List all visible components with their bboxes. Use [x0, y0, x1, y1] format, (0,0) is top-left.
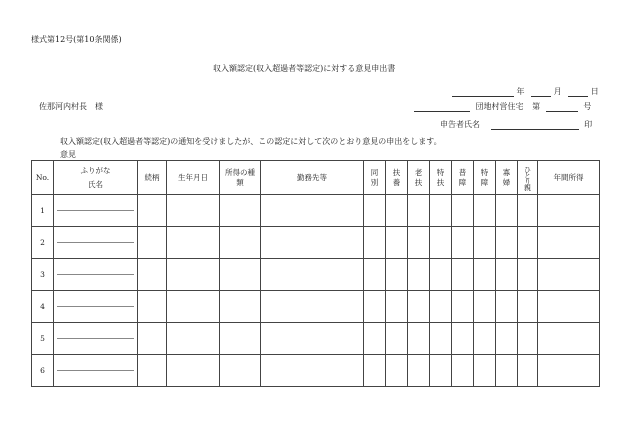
table-row — [32, 291, 600, 323]
table-row — [32, 227, 600, 259]
elderly-cell[interactable] — [408, 323, 430, 355]
dependent-cell[interactable] — [386, 227, 408, 259]
single-parent-cell[interactable] — [518, 291, 538, 323]
disabled-cell[interactable] — [452, 355, 474, 387]
date-line — [452, 86, 599, 97]
dependent-cell[interactable] — [386, 259, 408, 291]
month-field[interactable] — [531, 87, 551, 97]
income-type-cell[interactable] — [220, 259, 261, 291]
dependent-cell[interactable] — [386, 195, 408, 227]
table-row — [32, 355, 600, 387]
header-no: No. — [32, 161, 54, 195]
name-cell[interactable] — [54, 355, 138, 387]
name-cell[interactable] — [54, 259, 138, 291]
row-number: 1 — [32, 195, 54, 227]
opinion-label: 意見 — [60, 150, 76, 159]
birthdate-cell[interactable] — [167, 291, 220, 323]
special-dependent-cell[interactable] — [430, 291, 452, 323]
annual-income-cell[interactable] — [538, 259, 600, 291]
workplace-cell[interactable] — [261, 323, 364, 355]
special-dependent-cell[interactable] — [430, 355, 452, 387]
row-number: 3 — [32, 259, 54, 291]
income-type-cell[interactable] — [220, 355, 261, 387]
name-cell[interactable] — [54, 195, 138, 227]
applicant-label: 申告者氏名 — [440, 120, 480, 129]
day-field[interactable] — [568, 87, 588, 97]
income-type-cell[interactable] — [220, 227, 261, 259]
header-annual-income: 年間所得 — [538, 161, 600, 195]
disabled-cell[interactable] — [452, 259, 474, 291]
annual-income-cell[interactable] — [538, 291, 600, 323]
row-number: 2 — [32, 227, 54, 259]
dependent-cell[interactable] — [386, 323, 408, 355]
annual-income-cell[interactable] — [538, 355, 600, 387]
widow-cell[interactable] — [496, 195, 518, 227]
name-cell[interactable] — [54, 227, 138, 259]
elderly-cell[interactable] — [408, 227, 430, 259]
annual-income-cell[interactable] — [538, 195, 600, 227]
applicant-name-field[interactable] — [491, 120, 579, 130]
header-income-type: 所得の種類 — [220, 161, 261, 195]
relationship-cell[interactable] — [138, 195, 167, 227]
dependent-cell[interactable] — [386, 291, 408, 323]
furigana-field[interactable] — [57, 227, 134, 243]
cohabit-cell[interactable] — [364, 323, 386, 355]
disabled-cell[interactable] — [452, 195, 474, 227]
birthdate-cell[interactable] — [167, 259, 220, 291]
name-field[interactable] — [54, 339, 137, 354]
disabled-cell[interactable] — [452, 323, 474, 355]
special-disabled-cell[interactable] — [474, 195, 496, 227]
workplace-cell[interactable] — [261, 195, 364, 227]
furigana-field[interactable] — [57, 259, 134, 275]
header-name-label: 氏名 — [88, 179, 103, 189]
header-special-disabled: 特障 — [474, 161, 496, 195]
table-row — [32, 323, 600, 355]
furigana-field[interactable] — [57, 291, 134, 307]
header-elderly: 老扶 — [408, 161, 430, 195]
relationship-cell[interactable] — [138, 291, 167, 323]
housing-number-suffix: 号 — [583, 102, 592, 111]
header-name — [54, 161, 138, 195]
row-number: 6 — [32, 355, 54, 387]
single-parent-cell[interactable] — [518, 259, 538, 291]
special-disabled-cell[interactable] — [474, 291, 496, 323]
housing-line — [414, 101, 591, 112]
relationship-cell[interactable] — [138, 355, 167, 387]
housing-label: 団地村営住宅 — [475, 102, 524, 111]
header-single-parent: ひとり親 — [518, 161, 538, 195]
month-label: 月 — [553, 87, 562, 96]
document-title: 収入額認定(収入超過者等認定)に対する意見申出書 — [213, 64, 396, 73]
furigana-field[interactable] — [57, 323, 134, 339]
income-type-cell[interactable] — [220, 195, 261, 227]
table-row — [32, 259, 600, 291]
income-type-cell[interactable] — [220, 323, 261, 355]
workplace-cell[interactable] — [261, 259, 364, 291]
header-relationship: 続柄 — [138, 161, 167, 195]
housing-number-field[interactable] — [546, 102, 578, 112]
special-dependent-cell[interactable] — [430, 195, 452, 227]
disabled-cell[interactable] — [452, 291, 474, 323]
header-birthdate: 生年月日 — [167, 161, 220, 195]
single-parent-cell[interactable] — [518, 323, 538, 355]
furigana-field[interactable] — [57, 355, 134, 371]
cohabit-cell[interactable] — [364, 355, 386, 387]
form-number: 様式第12号(第10条関係) — [31, 35, 122, 44]
relationship-cell[interactable] — [138, 227, 167, 259]
annual-income-cell[interactable] — [538, 227, 600, 259]
cohabit-cell[interactable] — [364, 259, 386, 291]
elderly-cell[interactable] — [408, 291, 430, 323]
header-special-dependent: 特扶 — [430, 161, 452, 195]
name-cell[interactable] — [54, 323, 138, 355]
name-cell[interactable] — [54, 291, 138, 323]
elderly-cell[interactable] — [408, 355, 430, 387]
name-field[interactable] — [54, 371, 137, 386]
year-field[interactable] — [452, 87, 514, 97]
relationship-cell[interactable] — [138, 323, 167, 355]
name-field[interactable] — [54, 307, 137, 322]
header-widow: 寡婦 — [496, 161, 518, 195]
day-label: 日 — [590, 87, 599, 96]
workplace-cell[interactable] — [261, 291, 364, 323]
birthdate-cell[interactable] — [167, 323, 220, 355]
header-furigana: ふりがな — [80, 165, 111, 175]
special-disabled-cell[interactable] — [474, 227, 496, 259]
row-number: 4 — [32, 291, 54, 323]
widow-cell[interactable] — [496, 259, 518, 291]
year-label: 年 — [516, 87, 525, 96]
widow-cell[interactable] — [496, 323, 518, 355]
single-parent-cell[interactable] — [518, 227, 538, 259]
seal-label: 印 — [584, 120, 593, 129]
disabled-cell[interactable] — [452, 227, 474, 259]
header-dependent: 扶養 — [386, 161, 408, 195]
housing-complex-field[interactable] — [414, 102, 470, 112]
widow-cell[interactable] — [496, 355, 518, 387]
header-cohabit: 同別 — [364, 161, 386, 195]
housing-number-prefix: 第 — [532, 102, 541, 111]
elderly-cell[interactable] — [408, 259, 430, 291]
cohabit-cell[interactable] — [364, 227, 386, 259]
special-disabled-cell[interactable] — [474, 323, 496, 355]
special-disabled-cell[interactable] — [474, 355, 496, 387]
single-parent-cell[interactable] — [518, 355, 538, 387]
birthdate-cell[interactable] — [167, 195, 220, 227]
name-field[interactable] — [54, 275, 137, 290]
header-workplace: 勤務先等 — [261, 161, 364, 195]
relationship-cell[interactable] — [138, 259, 167, 291]
intro-text: 収入額認定(収入超過者等認定)の通知を受けましたが、この認定に対して次のとおり意見の申出をします。 — [60, 137, 442, 146]
furigana-field[interactable] — [57, 195, 134, 211]
birthdate-cell[interactable] — [167, 355, 220, 387]
single-parent-cell[interactable] — [518, 195, 538, 227]
workplace-cell[interactable] — [261, 355, 364, 387]
annual-income-cell[interactable] — [538, 323, 600, 355]
household-table — [31, 160, 600, 387]
special-dependent-cell[interactable] — [430, 323, 452, 355]
cohabit-cell[interactable] — [364, 195, 386, 227]
special-dependent-cell[interactable] — [430, 227, 452, 259]
name-field[interactable] — [54, 211, 137, 226]
dependent-cell[interactable] — [386, 355, 408, 387]
header-disabled: 普障 — [452, 161, 474, 195]
workplace-cell[interactable] — [261, 227, 364, 259]
table-row — [32, 195, 600, 227]
row-number: 5 — [32, 323, 54, 355]
widow-cell[interactable] — [496, 291, 518, 323]
cohabit-cell[interactable] — [364, 291, 386, 323]
name-field[interactable] — [54, 243, 137, 258]
elderly-cell[interactable] — [408, 195, 430, 227]
income-type-cell[interactable] — [220, 291, 261, 323]
special-dependent-cell[interactable] — [430, 259, 452, 291]
special-disabled-cell[interactable] — [474, 259, 496, 291]
birthdate-cell[interactable] — [167, 227, 220, 259]
applicant-line — [440, 119, 592, 130]
addressee: 佐那河内村長 様 — [39, 102, 103, 111]
widow-cell[interactable] — [496, 227, 518, 259]
